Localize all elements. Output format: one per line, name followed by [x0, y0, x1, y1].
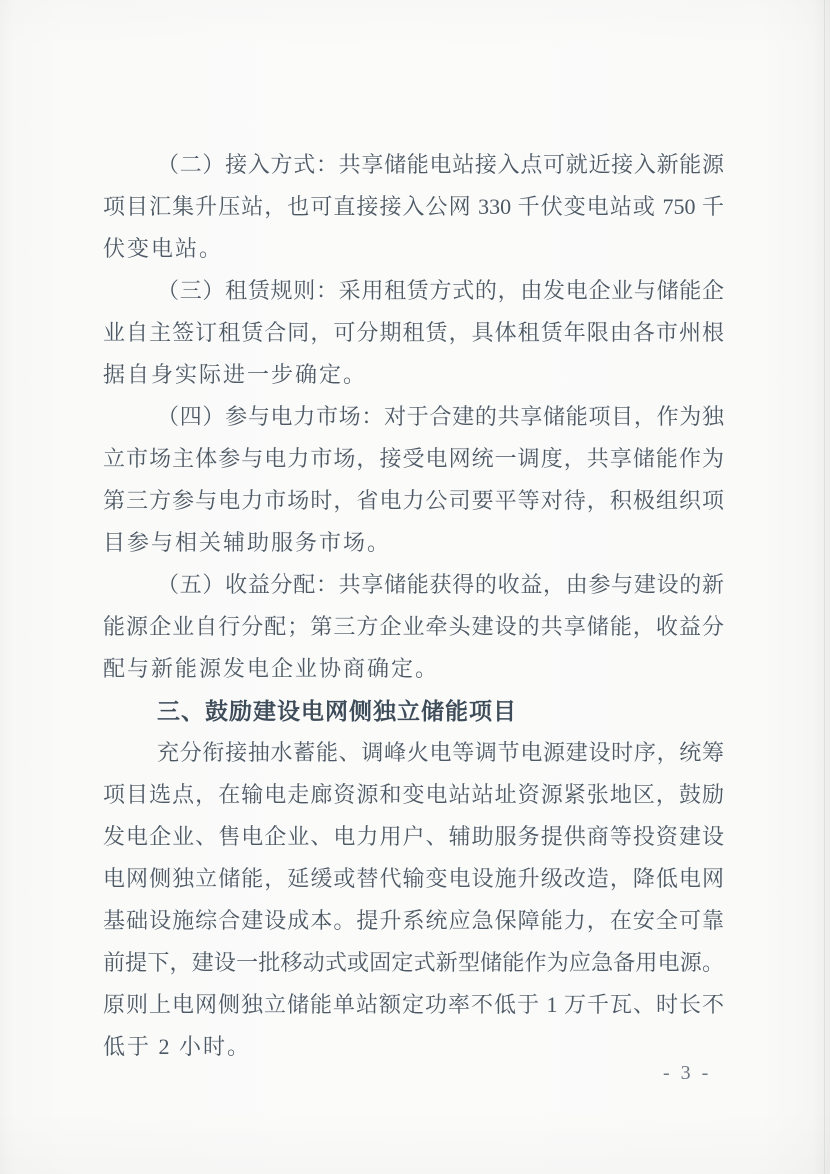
text-line: 前提下，建设一批移动式或固定式新型储能作为应急备用电源。	[103, 950, 724, 975]
text-line: 电网侧独立储能，延缓或替代输变电设施升级改造，降低电网	[103, 866, 724, 891]
text-line: 原则上电网侧独立储能单站额定功率不低于 1 万千瓦、时长不	[103, 992, 724, 1017]
text-line: 充分衔接抽水蓄能、调峰火电等调节电源建设时序，统筹	[157, 740, 724, 765]
text-line: （二）接入方式：共享储能电站接入点可就近接入新能源	[157, 152, 724, 177]
paragraph-access-method	[103, 144, 724, 270]
text-line: （三）租赁规则：采用租赁方式的，由发电企业与储能企	[157, 278, 724, 303]
text-line: （五）收益分配：共享储能获得的收益，由参与建设的新	[157, 572, 724, 597]
text-line: 能源企业自行分配；第三方企业牵头建设的共享储能，收益分	[103, 614, 724, 639]
text-line: 项目选点，在输电走廊资源和变电站站址资源紧张地区，鼓励	[103, 782, 724, 807]
text-line: 业自主签订租赁合同，可分期租赁，具体租赁年限由各市州根	[103, 320, 724, 345]
text-line: 配与新能源发电企业协商确定。	[103, 656, 440, 681]
text-line: 基础设施综合建设成本。提升系统应急保障能力，在安全可靠	[103, 908, 724, 933]
paragraph-revenue-distribution	[103, 564, 724, 690]
text-line: 伏变电站。	[103, 236, 224, 261]
text-line: 项目汇集升压站，也可直接接入公网 330 千伏变电站或 750 千	[103, 194, 724, 219]
document-body	[103, 144, 724, 1068]
text-line: 据自身实际进一步确定。	[103, 362, 368, 387]
paragraph-lease-rules	[103, 270, 724, 396]
text-line: 发电企业、售电企业、电力用户、辅助服务提供商等投资建设	[103, 824, 724, 849]
text-line: （四）参与电力市场：对于合建的共享储能项目，作为独	[157, 404, 724, 429]
text-line: 目参与相关辅助服务市场。	[103, 530, 392, 555]
scan-edge-line	[824, 0, 825, 1174]
page-number: - 3 -	[663, 1062, 712, 1084]
paragraph-power-market	[103, 396, 724, 564]
text-line: 立市场主体参与电力市场，接受电网统一调度，共享储能作为	[103, 446, 724, 471]
section-heading: 三、鼓励建设电网侧独立储能项目	[157, 698, 517, 724]
text-line: 低于 2 小时。	[103, 1034, 252, 1059]
text-line: 第三方参与电力市场时，省电力公司要平等对待，积极组织项	[103, 488, 724, 513]
paragraph-grid-side-storage	[103, 732, 724, 1068]
